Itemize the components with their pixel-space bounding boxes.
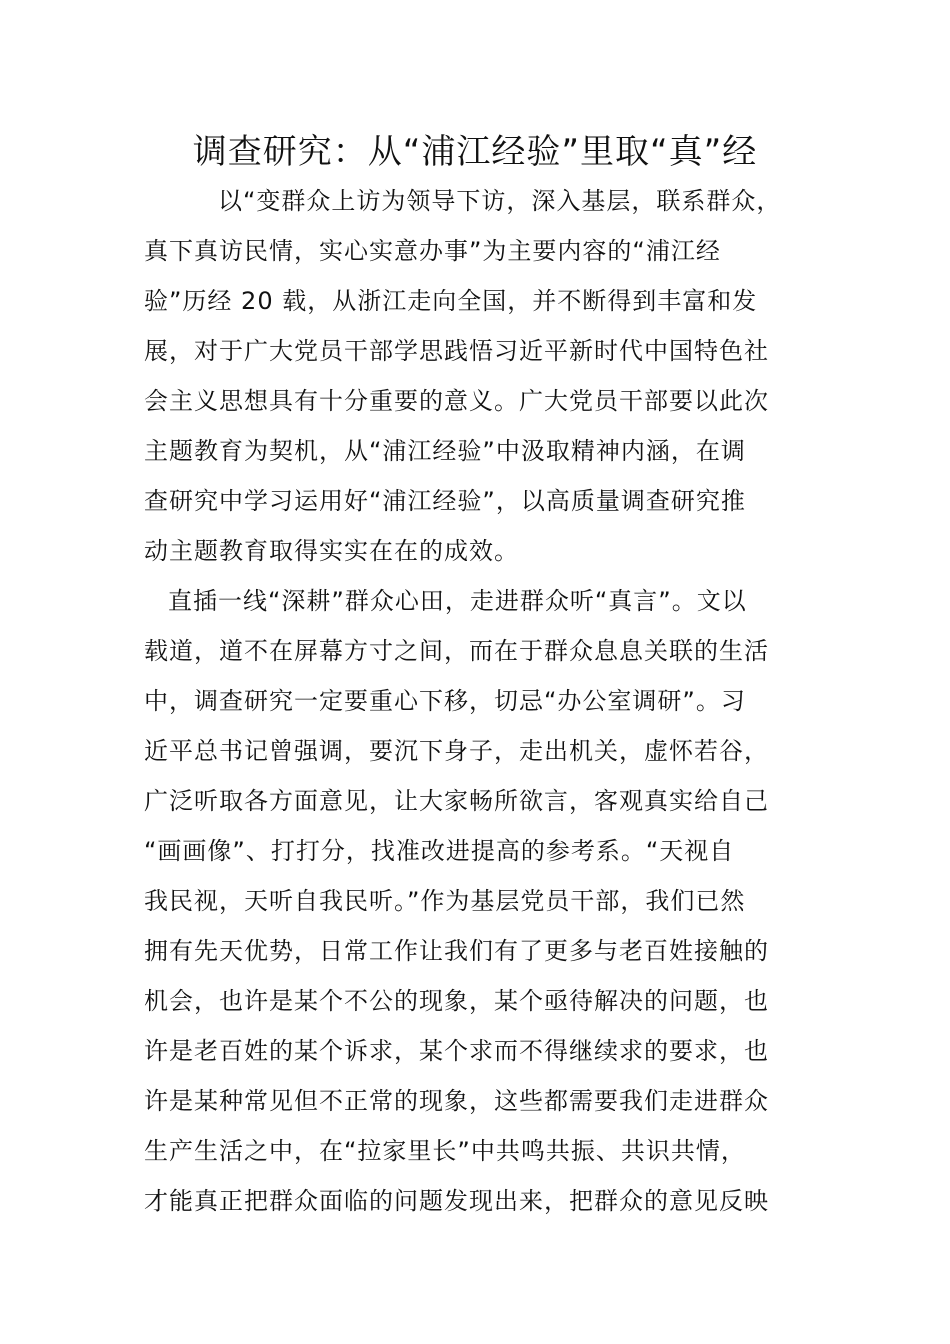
paragraph-line: 验”历经 20 载，从浙江走向全国，并不断得到丰富和发 bbox=[144, 287, 758, 315]
paragraph-line: 载道，道不在屏幕方寸之间，而在于群众息息关联的生活 bbox=[144, 637, 769, 665]
document-title: 调查研究：从“浦江经验”里取“真”经 bbox=[192, 132, 758, 172]
paragraph-line: 中，调查研究一定要重心下移，切忌“办公室调研”。习 bbox=[144, 687, 746, 715]
paragraph-line: 许是老百姓的某个诉求，某个求而不得继续求的要求，也 bbox=[144, 1037, 769, 1065]
paragraph-line: 展，对于广大党员干部学思践悟习近平新时代中国特色社 bbox=[144, 337, 769, 365]
paragraph-line: 会主义思想具有十分重要的意义。广大党员干部要以此次 bbox=[144, 387, 769, 415]
paragraph-line: 动主题教育取得实实在在的成效。 bbox=[144, 537, 519, 565]
paragraph-line: 查研究中学习运用好“浦江经验”，以高质量调查研究推 bbox=[144, 487, 746, 515]
paragraph-line: 拥有先天优势，日常工作让我们有了更多与老百姓接触的 bbox=[144, 937, 769, 965]
paragraph-line: 主题教育为契机，从“浦江经验”中汲取精神内涵，在调 bbox=[144, 437, 746, 465]
paragraph-line: 以“变群众上访为领导下访，深入基层，联系群众， bbox=[218, 187, 782, 215]
paragraph-line: 机会，也许是某个不公的现象，某个亟待解决的问题，也 bbox=[144, 987, 769, 1015]
paragraph-line: 直插一线“深耕”群众心田，走进群众听“真言”。文以 bbox=[168, 587, 747, 615]
paragraph-line: 我民视，天听自我民听。”作为基层党员干部，我们已然 bbox=[144, 887, 746, 915]
paragraph-line: 许是某种常见但不正常的现象，这些都需要我们走进群众 bbox=[144, 1087, 769, 1115]
paragraph-line: 真下真访民情，实心实意办事”为主要内容的“浦江经 bbox=[144, 237, 721, 265]
paragraph-line: 广泛听取各方面意见，让大家畅所欲言，客观真实给自己 bbox=[144, 787, 769, 815]
paragraph-line: 生产生活之中，在“拉家里长”中共鸣共振、共识共情， bbox=[144, 1137, 746, 1165]
paragraph-line: “画画像”、打打分，找准改进提高的参考系。“天视自 bbox=[144, 837, 735, 865]
paragraph-line: 才能真正把群众面临的问题发现出来，把群众的意见反映 bbox=[144, 1187, 769, 1215]
paragraph-line: 近平总书记曾强调，要沉下身子，走出机关，虚怀若谷， bbox=[144, 737, 769, 765]
